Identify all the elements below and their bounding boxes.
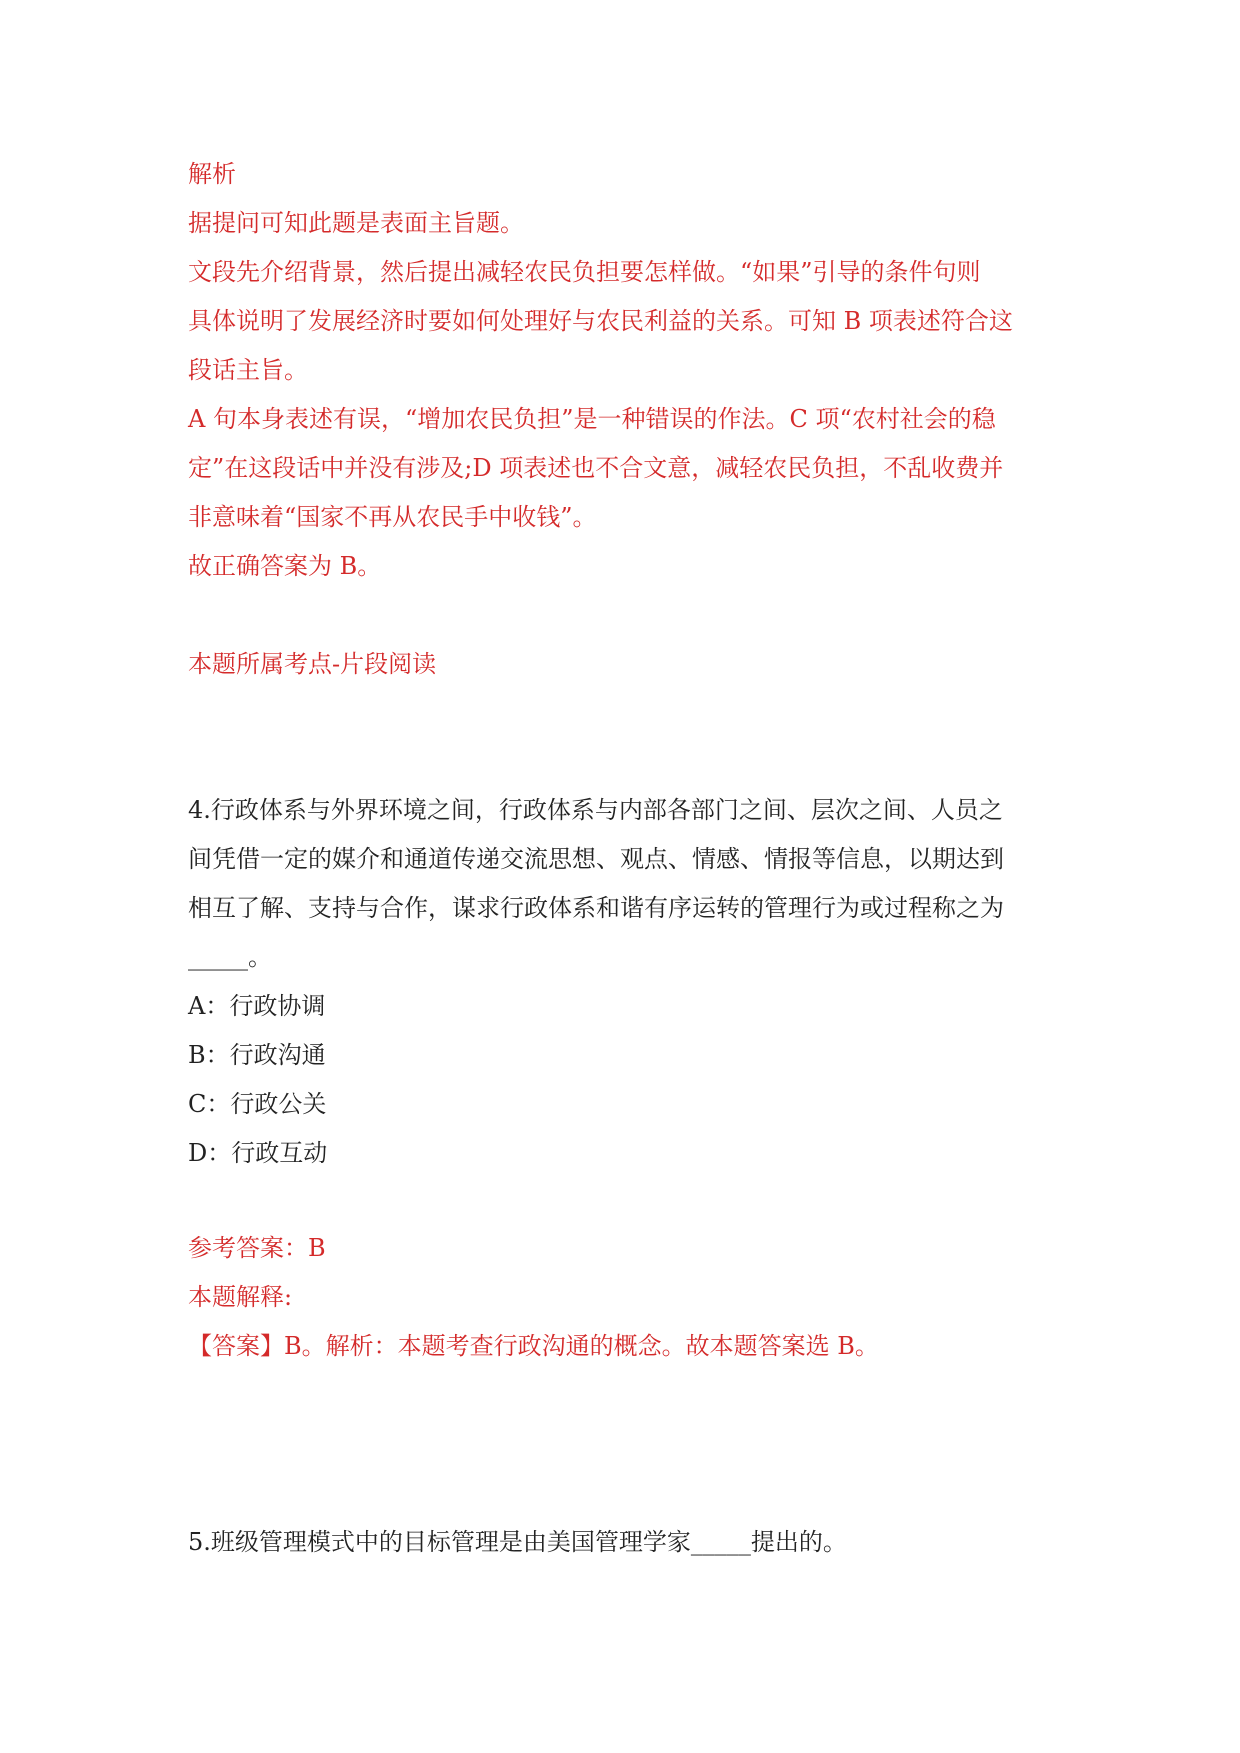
question-4 bbox=[188, 786, 1068, 1178]
analysis-heading: 解析 bbox=[188, 160, 236, 188]
option-d: D：行政互动 bbox=[188, 1139, 328, 1167]
question-stem-line: 间凭借一定的媒介和通道传递交流思想、观点、情感、情报等信息，以期达到 bbox=[188, 845, 1004, 873]
analysis-section bbox=[188, 150, 1068, 591]
topic-label: 本题所属考点-片段阅读 bbox=[188, 650, 437, 678]
question-stem-line: 相互了解、支持与合作，谋求行政体系和谐有序运转的管理行为或过程称之为 bbox=[188, 894, 1004, 922]
topic-section bbox=[188, 640, 1068, 689]
option-b: B：行政沟通 bbox=[188, 1041, 326, 1069]
question-stem-line: _____。 bbox=[188, 943, 272, 971]
question-5 bbox=[188, 1518, 1068, 1567]
analysis-line: 文段先介绍背景，然后提出减轻农民负担要怎样做。“如果”引导的条件句则 bbox=[188, 258, 981, 286]
analysis-line: 据提问可知此题是表面主旨题。 bbox=[188, 209, 524, 237]
analysis-line: 定”在这段话中并没有涉及;D 项表述也不合文意，减轻农民负担，不乱收费并 bbox=[188, 454, 1004, 482]
analysis-line: 段话主旨。 bbox=[188, 356, 308, 384]
explanation-label: 本题解释: bbox=[188, 1283, 293, 1311]
option-c: C：行政公关 bbox=[188, 1090, 327, 1118]
analysis-line: 非意味着“国家不再从农民手中收钱”。 bbox=[188, 503, 597, 531]
explanation-text: 【答案】B。解析：本题考查行政沟通的概念。故本题答案选 B。 bbox=[188, 1332, 879, 1360]
analysis-line: A 句本身表述有误，“增加农民负担”是一种错误的作法。C 项“农村社会的稳 bbox=[188, 405, 996, 433]
document-page bbox=[188, 0, 1068, 1753]
question-stem-line: 4.行政体系与外界环境之间，行政体系与内部各部门之间、层次之间、人员之 bbox=[188, 796, 1003, 824]
option-a: A：行政协调 bbox=[188, 992, 326, 1020]
question-4-answer bbox=[188, 1224, 1068, 1371]
question-stem-line: 5.班级管理模式中的目标管理是由美国管理学家_____提出的。 bbox=[188, 1528, 847, 1556]
analysis-line: 具体说明了发展经济时要如何处理好与农民利益的关系。可知 B 项表述符合这 bbox=[188, 307, 1013, 335]
analysis-line: 故正确答案为 B。 bbox=[188, 552, 382, 580]
reference-answer: 参考答案：B bbox=[188, 1234, 326, 1262]
